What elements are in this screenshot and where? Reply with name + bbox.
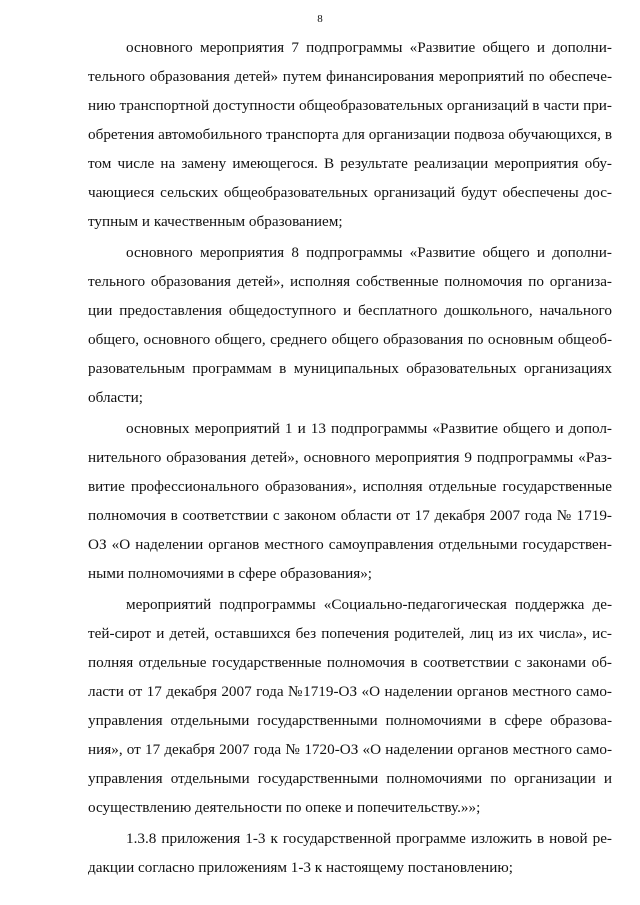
text-line: тей-сирот и детей, оставшихся без попечения родителей, лиц из их числа», ис- — [88, 625, 612, 642]
text-line: разовательным программам в муниципальных образовательных организациях — [88, 360, 612, 377]
text-line: полномочия в соответствии с законом области от 17 декабря 2007 года № 1719- — [88, 507, 612, 524]
text-line: полняя отдельные государственные полномочия в соответствии с законами об- — [88, 654, 612, 671]
paragraph-measures-1-13 — [88, 414, 612, 588]
paragraph-measure-8 — [88, 238, 612, 412]
paragraph-social-support — [88, 590, 612, 822]
text-line: мероприятий подпрограммы «Социально-педагогическая поддержка де- — [126, 596, 612, 613]
text-line: тупным и качественным образованием; — [88, 213, 343, 230]
text-line: ласти от 17 декабря 2007 года №1719-ОЗ «О наделении органов местного само- — [88, 683, 612, 700]
text-line: 1.3.8 приложения 1-3 к государственной программе изложить в новой ре- — [126, 830, 612, 847]
text-line: чающиеся сельских общеобразовательных организаций будут обеспечены дос- — [88, 184, 612, 201]
text-line: управления отдельными государственными полномочиями в сфере образова- — [88, 712, 612, 729]
text-line: том числе на замену имеющегося. В результате реализации мероприятия обу- — [88, 155, 612, 172]
paragraph-measure-7 — [88, 33, 612, 236]
text-line: витие профессионального образования», исполняя отдельные государственные — [88, 478, 612, 495]
text-line: ния», от 17 декабря 2007 года № 1720-ОЗ «О наделении органов местного само- — [88, 741, 612, 758]
text-line: основного мероприятия 8 подпрограммы «Развитие общего и дополни- — [126, 244, 612, 261]
text-line: нительного образования детей», основного мероприятия 9 подпрограммы «Раз- — [88, 449, 612, 466]
text-line: дакции согласно приложениям 1-3 к настоящему постановлению; — [88, 859, 513, 876]
text-line: области; — [88, 389, 143, 406]
text-line: основного мероприятия 7 подпрограммы «Развитие общего и дополни- — [126, 39, 612, 56]
text-line: ОЗ «О наделении органов местного самоуправления отдельными государствен- — [88, 536, 612, 553]
text-line: ными полномочиями в сфере образования»; — [88, 565, 373, 582]
page-number: 8 — [317, 13, 323, 25]
text-line: ции предоставления общедоступного и бесплатного дошкольного, начального — [88, 302, 612, 319]
body-text — [88, 33, 612, 884]
text-line: нию транспортной доступности общеобразовательных организаций в части при- — [88, 97, 612, 114]
text-line: управления отдельными государственными полномочиями по организации и — [88, 770, 612, 787]
text-line: тельного образования детей», исполняя собственные полномочия по организа- — [88, 273, 612, 290]
text-line: осуществлению деятельности по опеке и попечительству.»»; — [88, 799, 481, 816]
text-line: основных мероприятий 1 и 13 подпрограммы «Развитие общего и допол- — [126, 420, 612, 437]
paragraph-item-1-3-8 — [88, 824, 612, 882]
text-line: общего, основного общего, среднего общего образования по основным общеоб- — [88, 331, 612, 348]
text-line: тельного образования детей» путем финансирования мероприятий по обеспече- — [88, 68, 612, 85]
text-line: обретения автомобильного транспорта для организации подвоза обучающихся, в — [88, 126, 612, 143]
